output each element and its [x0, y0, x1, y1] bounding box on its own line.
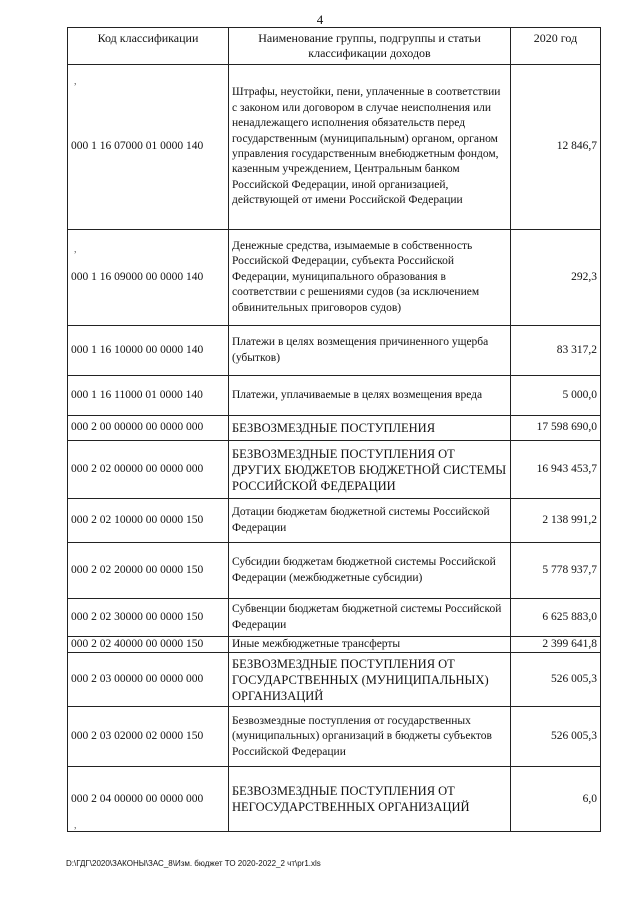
table-row	[68, 767, 601, 832]
row-amount: 83 317,2	[511, 326, 601, 376]
row-amount: 5 000,0	[511, 376, 601, 416]
row-code: 000 1 16 11000 01 0000 140	[68, 376, 229, 416]
scan-mark: ,	[74, 244, 77, 255]
scan-mark: ,	[74, 76, 77, 87]
page-number: 4	[316, 12, 324, 27]
row-name: Иные межбюджетные трансферты	[229, 637, 511, 653]
revenue-classification-table	[67, 27, 601, 832]
row-amount: 526 005,3	[511, 653, 601, 707]
row-name: БЕЗВОЗМЕЗДНЫЕ ПОСТУПЛЕНИЯ ОТ ГОСУДАРСТВЕННЫХ (МУНИЦИПАЛЬНЫХ) ОРГАНИЗАЦИЙ	[229, 653, 511, 707]
row-name: Субвенции бюджетам бюджетной системы Российской Федерации	[229, 599, 511, 637]
row-code: 000 2 03 02000 02 0000 150	[68, 707, 229, 767]
row-amount: 292,3	[511, 230, 601, 326]
row-name: БЕЗВОЗМЕЗДНЫЕ ПОСТУПЛЕНИЯ	[229, 416, 511, 441]
row-amount: 2 138 991,2	[511, 499, 601, 543]
table-row	[68, 599, 601, 637]
row-code: 000 2 02 20000 00 0000 150	[68, 543, 229, 599]
footer-file-path: D:\ГДГ\2020\ЗАКОНЫ\ЗАС_8\Изм. бюджет ТО 2020-2022_2 чт\pr1.xls	[66, 859, 321, 868]
header-code: Код классификации	[68, 28, 229, 65]
table-row	[68, 543, 601, 599]
scan-mark: ,	[74, 820, 77, 831]
table-header-row	[68, 28, 601, 65]
row-code: 000 2 04 00000 00 0000 000	[68, 767, 229, 832]
row-code: 000 2 02 40000 00 0000 150	[68, 637, 229, 653]
table-row	[68, 230, 601, 326]
row-amount: 5 778 937,7	[511, 543, 601, 599]
row-name: Платежи в целях возмещения причиненного ущерба (убытков)	[229, 326, 511, 376]
table-row	[68, 326, 601, 376]
table-row	[68, 499, 601, 543]
row-code: 000 2 02 10000 00 0000 150	[68, 499, 229, 543]
header-name: Наименование группы, подгруппы и статьи классификации доходов	[229, 28, 511, 65]
row-amount: 6,0	[511, 767, 601, 832]
row-code: 000 2 03 00000 00 0000 000	[68, 653, 229, 707]
row-code: 000 1 16 07000 01 0000 140	[68, 65, 229, 230]
table-row	[68, 707, 601, 767]
table-row	[68, 376, 601, 416]
header-year: 2020 год	[511, 28, 601, 65]
row-amount: 6 625 883,0	[511, 599, 601, 637]
table-row	[68, 653, 601, 707]
row-name: Субсидии бюджетам бюджетной системы Российской Федерации (межбюджетные субсидии)	[229, 543, 511, 599]
row-amount: 16 943 453,7	[511, 441, 601, 499]
table-row	[68, 65, 601, 230]
table-row	[68, 416, 601, 441]
row-amount: 526 005,3	[511, 707, 601, 767]
table-row	[68, 637, 601, 653]
row-amount: 12 846,7	[511, 65, 601, 230]
row-name: БЕЗВОЗМЕЗДНЫЕ ПОСТУПЛЕНИЯ ОТ НЕГОСУДАРСТВЕННЫХ ОРГАНИЗАЦИЙ	[229, 767, 511, 832]
row-code: 000 2 00 00000 00 0000 000	[68, 416, 229, 441]
row-name: Безвозмездные поступления от государственных (муниципальных) организаций в бюджеты субъектов Российской Федерации	[229, 707, 511, 767]
row-name: Денежные средства, изымаемые в собственность Российской Федерации, субъекта Российской Федерации, муниципального образования в соответствии с решениями судов (за исключением обвинительных приговоров судов)	[229, 230, 511, 326]
table-row	[68, 441, 601, 499]
row-code: 000 2 02 00000 00 0000 000	[68, 441, 229, 499]
row-name: Дотации бюджетам бюджетной системы Российской Федерации	[229, 499, 511, 543]
row-name: Штрафы, неустойки, пени, уплаченные в соответствии с законом или договором в случае неисполнения или ненадлежащего исполнения обязательств перед государственным (муниципальным) органом, органом управления государственным внебюджетным фондом, казенным учреждением, Центральным банком Российской Федерации, иной организацией, действующей от имени Российской Федерации	[229, 65, 511, 230]
row-code: 000 1 16 09000 00 0000 140	[68, 230, 229, 326]
row-amount: 2 399 641,8	[511, 637, 601, 653]
row-name: Платежи, уплачиваемые в целях возмещения вреда	[229, 376, 511, 416]
row-name: БЕЗВОЗМЕЗДНЫЕ ПОСТУПЛЕНИЯ ОТ ДРУГИХ БЮДЖЕТОВ БЮДЖЕТНОЙ СИСТЕМЫ РОССИЙСКОЙ ФЕДЕРАЦИИ	[229, 441, 511, 499]
row-amount: 17 598 690,0	[511, 416, 601, 441]
row-code: 000 2 02 30000 00 0000 150	[68, 599, 229, 637]
row-code: 000 1 16 10000 00 0000 140	[68, 326, 229, 376]
